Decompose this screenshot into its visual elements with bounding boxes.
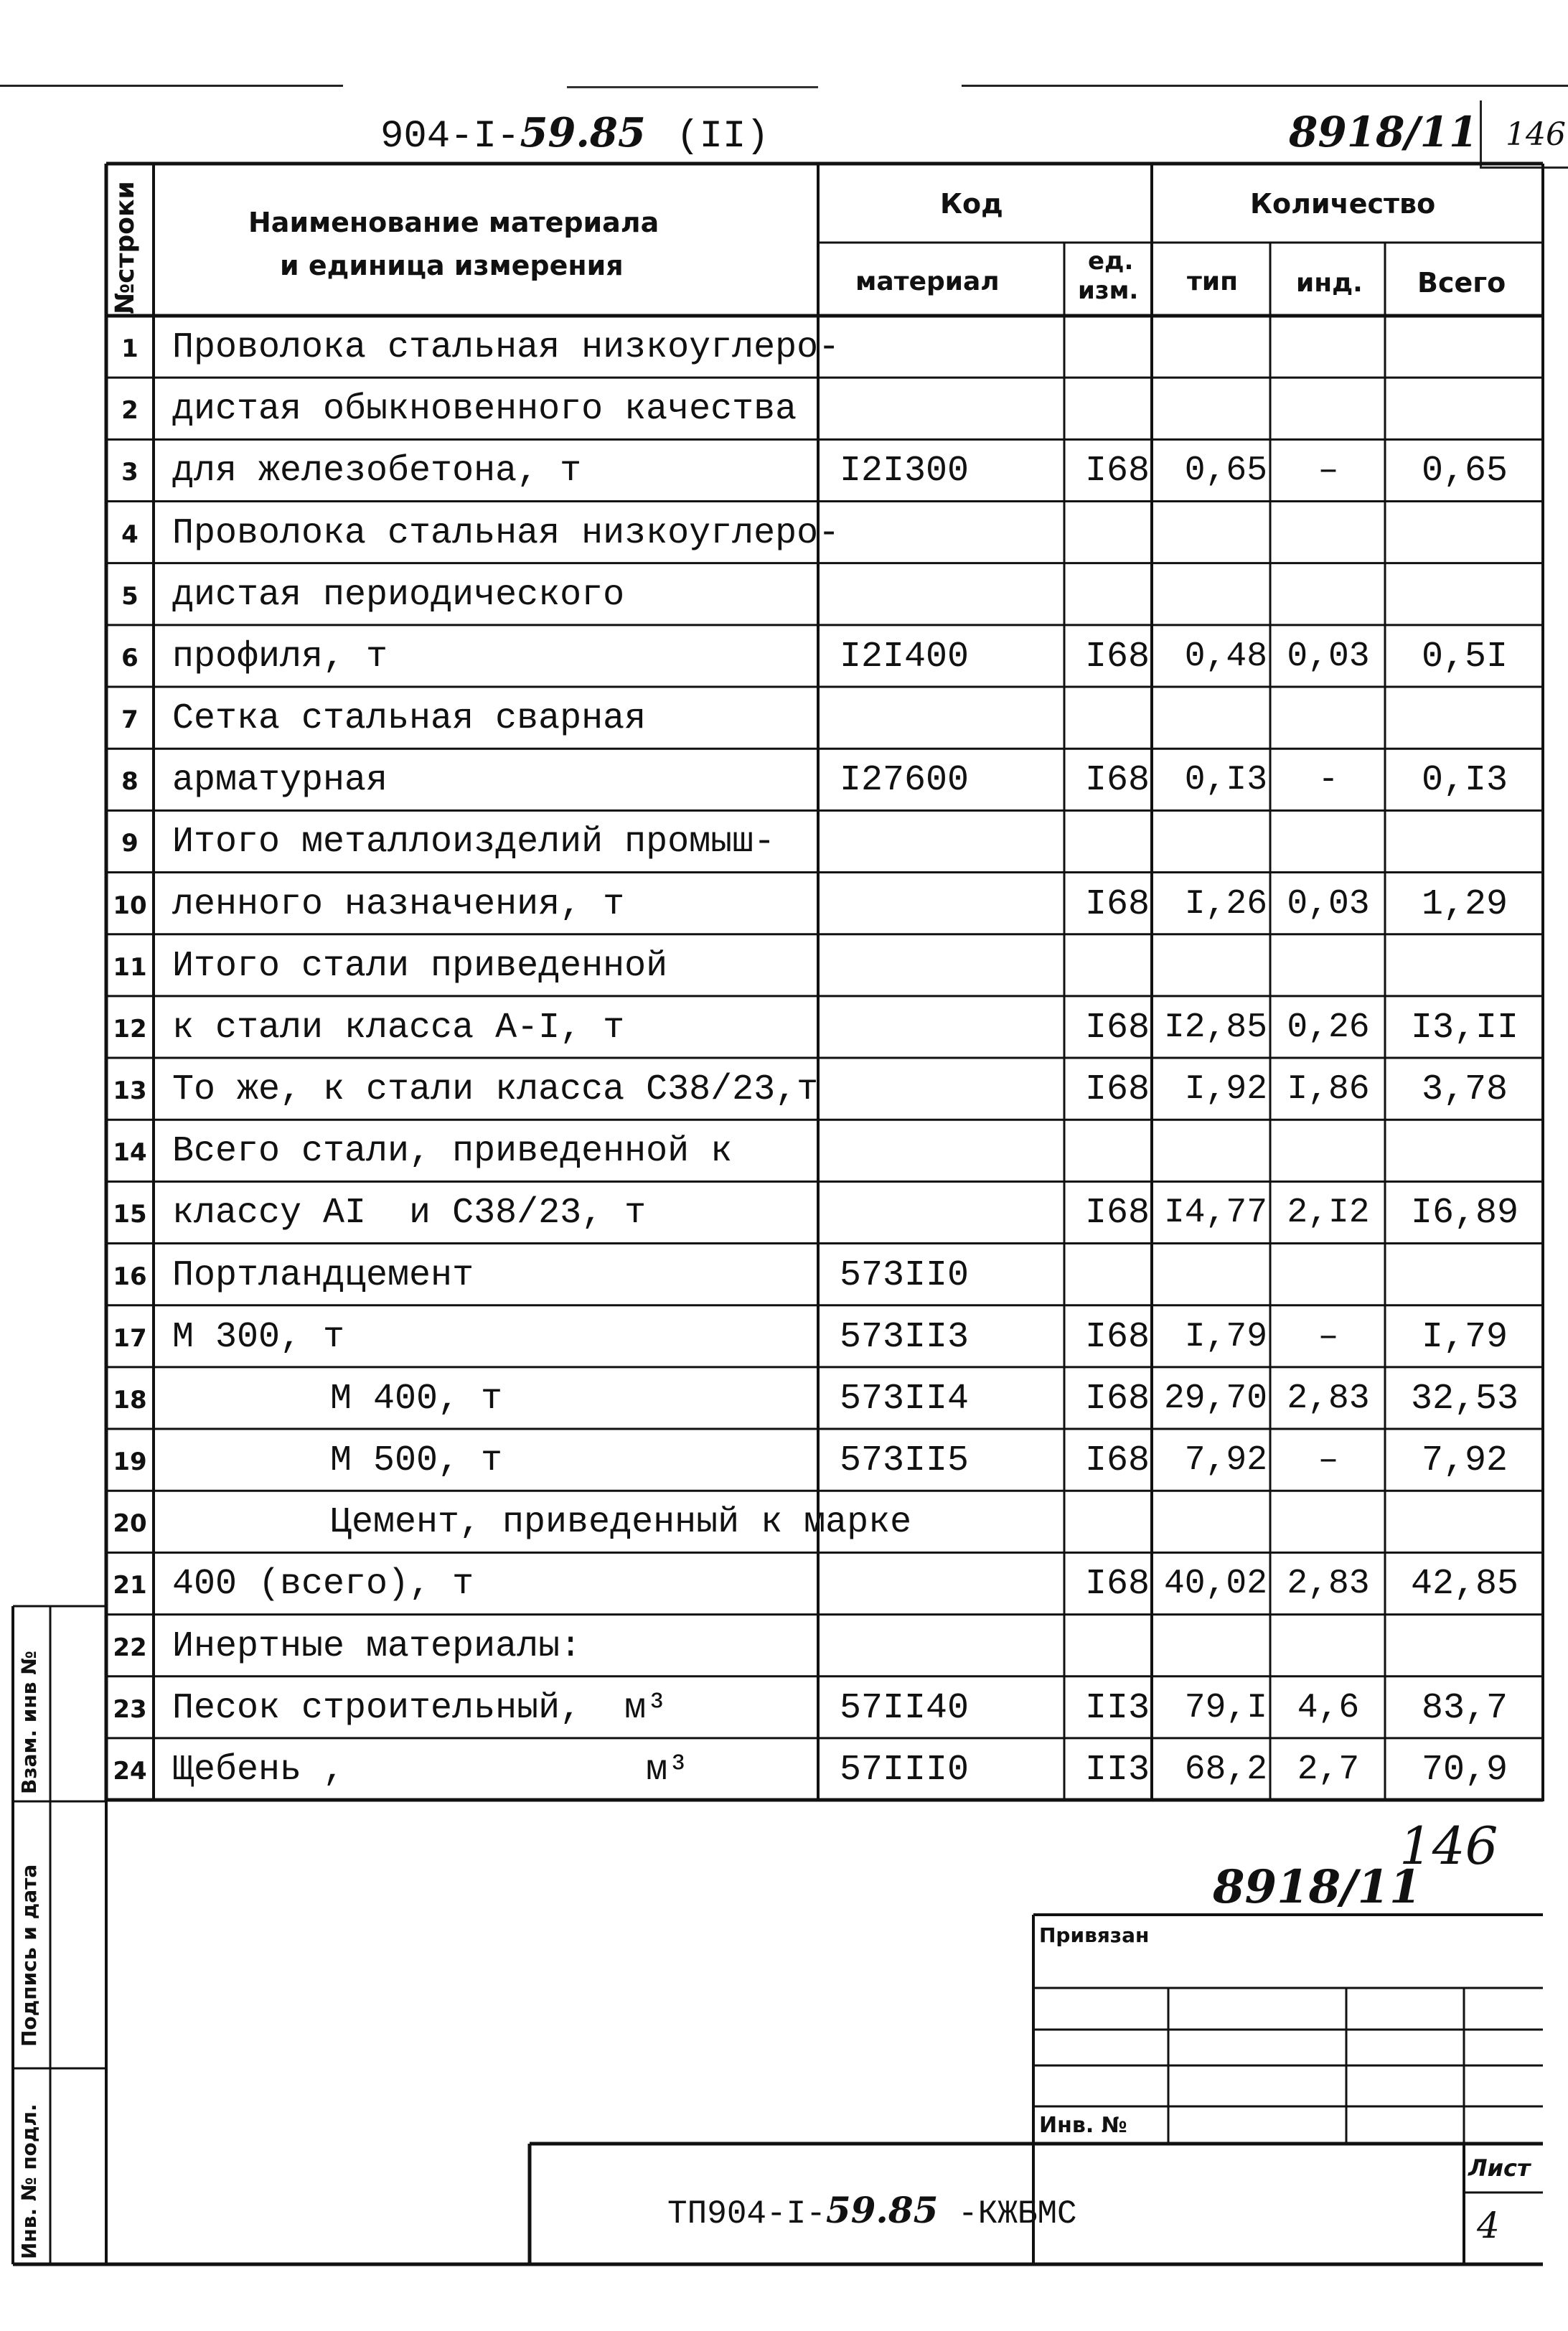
material-code-cell: 573II4 [840, 1378, 970, 1420]
material-name-cell: для железобетона, т [172, 451, 582, 492]
material-name-cell: То же, к стали класса С38/23,т [172, 1069, 819, 1111]
code-material-subheader: материал [855, 267, 1000, 296]
material-name-cell: Инертные материалы: [172, 1626, 582, 1667]
material-name-cell: Итого стали приведенной [172, 945, 668, 987]
title-block-inventory-label: Инв. № [1039, 2113, 1127, 2138]
material-name-cell: Портландцемент [172, 1254, 474, 1296]
quantity-type-cell: I,26 [1184, 884, 1267, 924]
material-name-cell: 400 (всего), т [172, 1564, 474, 1605]
material-name-cell: Сетка стальная сварная [172, 698, 647, 740]
inventory-number-handwritten: 8918/11 [1289, 108, 1478, 156]
quantity-total-cell: 42,85 [1410, 1564, 1519, 1605]
row-number-cell: 21 [113, 1571, 147, 1600]
row-number-cell: 15 [113, 1200, 147, 1229]
quantity-total-cell: 7,92 [1421, 1440, 1508, 1482]
quantity-type-cell: 0,I3 [1184, 761, 1267, 800]
title-block-code-prefix: ТП904-I- [667, 2195, 826, 2233]
quantity-type-cell: 79,I [1184, 1688, 1267, 1727]
row-number-cell: 19 [113, 1448, 147, 1477]
code-column-header: Код [940, 188, 1003, 220]
row-number-cell: 14 [113, 1138, 147, 1168]
material-code-cell: I2I400 [840, 636, 970, 677]
row-number-cell: 17 [113, 1323, 147, 1353]
quantity-individual-cell: - [1318, 761, 1339, 800]
unit-code-cell: I68 [1084, 1193, 1150, 1234]
name-column-header-line2: и единица измерения [280, 250, 624, 281]
quantity-total-cell: I6,89 [1410, 1193, 1519, 1234]
row-number-cell: 18 [113, 1385, 147, 1415]
unit-code-cell: I68 [1084, 1378, 1150, 1420]
quantity-total-cell: 0,65 [1421, 451, 1508, 492]
quantity-type-cell: 29,70 [1163, 1379, 1267, 1418]
quantity-individual-cell: 2,I2 [1287, 1193, 1370, 1233]
quantity-individual-cell: 2,83 [1287, 1565, 1370, 1604]
quantity-type-subheader: тип [1187, 267, 1238, 296]
material-name-cell: Проволока стальная низкоуглеро- [172, 327, 840, 368]
row-number-cell: 9 [121, 829, 139, 858]
material-name-cell: Всего стали, приведенной к [172, 1131, 733, 1173]
quantity-total-cell: 0,5I [1421, 636, 1508, 677]
title-block-sheet-label: Лист [1468, 2154, 1531, 2182]
material-name-cell: ленного назначения, т [172, 883, 625, 925]
quantity-type-cell: I,92 [1184, 1070, 1267, 1110]
material-name-cell: М 400, т [330, 1378, 503, 1420]
unit-code-cell: I68 [1084, 1007, 1150, 1049]
material-code-cell: 573II0 [840, 1254, 970, 1296]
unit-code-cell: I68 [1084, 1564, 1150, 1605]
side-stamp-signature-date: Подпись и дата [17, 1864, 41, 2047]
material-name-cell: Проволока стальная низкоуглеро- [172, 512, 840, 554]
row-number-column-header: №строки [111, 181, 140, 314]
unit-code-cell: I68 [1084, 760, 1150, 802]
name-column-header-line1: Наименование материала [248, 207, 659, 238]
unit-code-cell: II3 [1084, 1687, 1150, 1729]
title-block-inventory-handwritten: 8918/11 [1213, 1860, 1422, 1914]
row-number-cell: 4 [121, 520, 139, 549]
unit-code-cell: I68 [1084, 636, 1150, 677]
material-name-cell: профиля, т [172, 636, 388, 677]
quantity-individual-cell: – [1318, 1441, 1339, 1481]
material-code-cell: 57II40 [840, 1687, 970, 1729]
material-name-cell: классу АI и С38/23, т [172, 1193, 647, 1234]
row-number-cell: 6 [121, 643, 139, 672]
quantity-total-cell: 70,9 [1421, 1749, 1508, 1791]
material-name-cell: Цемент, приведенный к марке [330, 1502, 912, 1544]
code-unit-subheader-line1: ед. [1088, 247, 1134, 276]
title-block-sheet-number: 4 [1477, 2205, 1500, 2246]
row-number-cell: 10 [113, 891, 147, 920]
page-number-handwritten: 146 [1506, 116, 1566, 153]
row-number-cell: 20 [113, 1509, 147, 1539]
quantity-total-cell: 32,53 [1410, 1378, 1519, 1420]
doc-code-prefix: 904-I- [380, 115, 520, 159]
quantity-individual-cell: 0,03 [1287, 637, 1370, 676]
side-stamp-replaced-inventory: Взам. инв № [17, 1651, 41, 1794]
title-block-code-suffix: -КЖБМС [958, 2195, 1077, 2233]
doc-code-suffix: (II) [676, 115, 769, 159]
quantity-type-cell: I,79 [1184, 1317, 1267, 1356]
quantity-individual-cell: 2,83 [1287, 1379, 1370, 1418]
quantity-individual-cell: – [1318, 451, 1339, 491]
quantity-type-cell: 0,65 [1184, 451, 1267, 491]
row-number-cell: 16 [113, 1262, 147, 1291]
doc-code-handwritten: 59.85 [520, 109, 646, 156]
material-name-cell: Щебень , м³ [172, 1749, 690, 1791]
material-code-cell: 57III0 [840, 1749, 970, 1791]
title-block-page-handwritten: 146 [1399, 1816, 1498, 1876]
material-code-cell: I27600 [840, 760, 970, 802]
material-name-cell: М 500, т [330, 1440, 503, 1482]
row-number-cell: 23 [113, 1694, 147, 1724]
quantity-column-header: Количество [1250, 188, 1436, 220]
quantity-total-cell: I,79 [1421, 1316, 1508, 1358]
material-name-cell: Песок строительный, м³ [172, 1687, 668, 1729]
quantity-individual-subheader: инд. [1296, 268, 1363, 298]
quantity-type-cell: I2,85 [1163, 1008, 1267, 1047]
quantity-type-cell: I4,77 [1163, 1193, 1267, 1233]
unit-code-cell: I68 [1084, 1440, 1150, 1482]
quantity-total-cell: 1,29 [1421, 883, 1508, 925]
quantity-individual-cell: 2,7 [1297, 1750, 1360, 1789]
material-name-cell: дистая периодического [172, 574, 625, 616]
quantity-total-cell: 0,I3 [1421, 760, 1508, 802]
row-number-cell: 8 [121, 767, 139, 797]
quantity-individual-cell: 4,6 [1297, 1688, 1360, 1727]
quantity-total-cell: 3,78 [1421, 1069, 1508, 1111]
unit-code-cell: I68 [1084, 883, 1150, 925]
row-number-cell: 2 [121, 396, 139, 426]
material-name-cell: к стали класса А-I, т [172, 1007, 625, 1049]
unit-code-cell: I68 [1084, 1316, 1150, 1358]
quantity-total-subheader: Всего [1417, 267, 1506, 299]
material-name-cell: дистая обыкновенного качества [172, 389, 797, 431]
row-number-cell: 3 [121, 458, 139, 487]
row-number-cell: 1 [121, 334, 139, 363]
material-name-cell: арматурная [172, 760, 388, 802]
title-block-document-code [667, 2189, 1077, 2233]
quantity-type-cell: 7,92 [1184, 1441, 1267, 1481]
title-block-code-handwritten: 59.85 [825, 2189, 939, 2231]
unit-code-cell: I68 [1084, 1069, 1150, 1111]
quantity-total-cell: 83,7 [1421, 1687, 1508, 1729]
row-number-cell: 5 [121, 581, 139, 611]
row-number-cell: 13 [113, 1077, 147, 1106]
material-code-cell: I2I300 [840, 451, 970, 492]
material-code-cell: 573II3 [840, 1316, 970, 1358]
row-number-cell: 7 [121, 705, 139, 735]
row-number-cell: 12 [113, 1014, 147, 1043]
code-unit-subheader-line2: изм. [1078, 276, 1139, 305]
side-stamp-original-inventory: Инв. № подл. [17, 2103, 41, 2259]
quantity-type-cell: 68,2 [1184, 1750, 1267, 1789]
quantity-individual-cell: 0,03 [1287, 884, 1370, 924]
unit-code-cell: II3 [1084, 1749, 1150, 1791]
row-number-cell: 11 [113, 952, 147, 982]
quantity-individual-cell: – [1318, 1317, 1339, 1356]
quantity-individual-cell: I,86 [1287, 1070, 1370, 1110]
material-name-cell: Итого металлоизделий промыш- [172, 822, 776, 863]
quantity-total-cell: I3,II [1410, 1007, 1519, 1049]
row-number-cell: 22 [113, 1633, 147, 1662]
material-name-cell: М 300, т [172, 1316, 345, 1358]
row-number-cell: 24 [113, 1756, 147, 1786]
material-code-cell: 573II5 [840, 1440, 970, 1482]
title-block-bound-label: Привязан [1039, 1923, 1150, 1947]
quantity-type-cell: 40,02 [1163, 1565, 1267, 1604]
unit-code-cell: I68 [1084, 451, 1150, 492]
quantity-type-cell: 0,48 [1184, 637, 1267, 676]
quantity-individual-cell: 0,26 [1287, 1008, 1370, 1047]
